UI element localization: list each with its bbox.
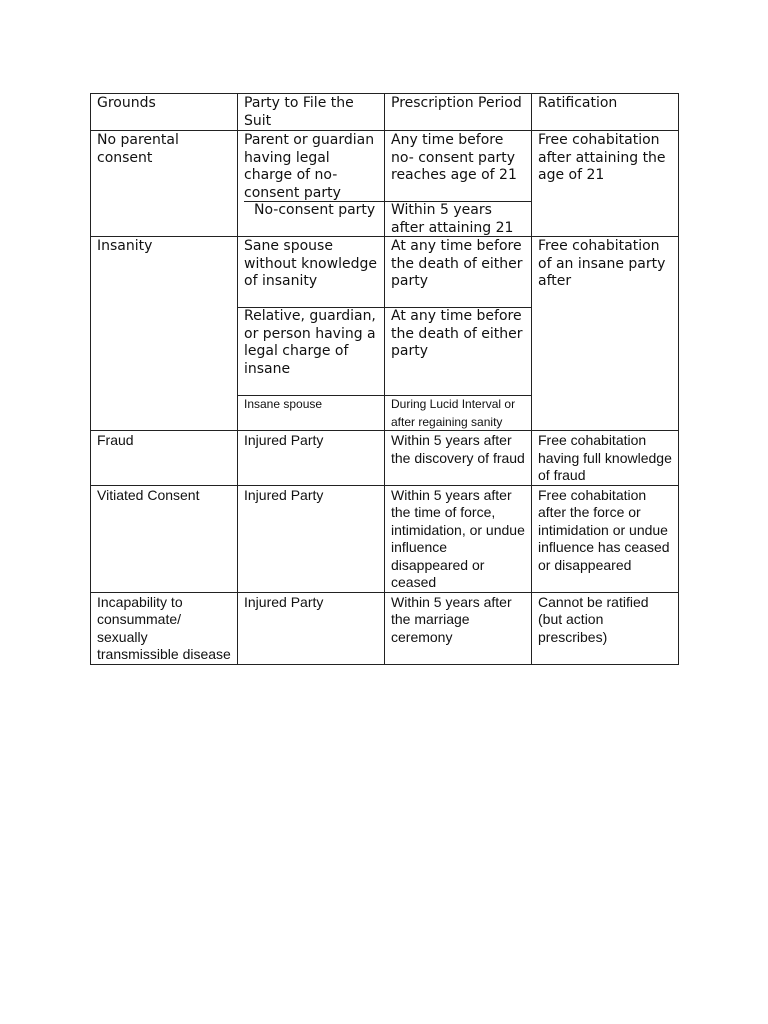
table-row <box>91 592 679 664</box>
period-cell <box>385 131 532 237</box>
party-cell <box>238 131 385 237</box>
period-cell: Within 5 years after the discovery of fraud <box>385 431 532 486</box>
ground-cell: Vitiated Consent <box>91 485 238 592</box>
party-sub-1: Sane spouse without knowledge of insanity <box>244 238 377 289</box>
party-sub-1: Parent or guardian having legal charge of no-consent party <box>244 132 375 201</box>
header-party: Party to File the Suit <box>238 94 385 131</box>
period-sub-2: Within 5 years after attaining 21 <box>385 201 531 236</box>
ratification-cell: Cannot be ratified (but action prescribes) <box>532 592 679 664</box>
ground-cell: Incapability to consummate/ sexually transmissible disease <box>91 592 238 664</box>
header-ratification: Ratification <box>532 94 679 131</box>
period-cell <box>385 237 532 431</box>
party-sub-2: No-consent party <box>244 201 384 236</box>
table-row <box>91 237 679 431</box>
annulment-grounds-table <box>90 93 679 665</box>
party-cell <box>238 237 385 431</box>
table-header-row <box>91 94 679 131</box>
period-sub-3: During Lucid Interval or after regaining sanity <box>385 395 531 430</box>
header-grounds: Grounds <box>91 94 238 131</box>
party-cell: Injured Party <box>238 485 385 592</box>
period-cell: Within 5 years after the time of force, intimidation, or undue influence disappeared or ceased <box>385 485 532 592</box>
ground-cell: Insanity <box>91 237 238 431</box>
ratification-cell: Free cohabitation after the force or intimidation or undue influence has ceased or disappeared <box>532 485 679 592</box>
ground-cell: No parental consent <box>91 131 238 237</box>
party-cell: Injured Party <box>238 592 385 664</box>
header-prescription: Prescription Period <box>385 94 532 131</box>
table-row <box>91 431 679 486</box>
table-row <box>91 485 679 592</box>
period-cell: Within 5 years after the marriage ceremony <box>385 592 532 664</box>
period-sub-1: At any time before the death of either party <box>391 238 523 289</box>
period-sub-2: At any time before the death of either party <box>385 307 531 395</box>
period-sub-1: Any time before no- consent party reaches age of 21 <box>391 132 517 183</box>
ground-cell: Fraud <box>91 431 238 486</box>
party-cell: Injured Party <box>238 431 385 486</box>
ratification-cell: Free cohabitation after attaining the age of 21 <box>532 131 679 237</box>
table-row <box>91 131 679 237</box>
party-sub-2: Relative, guardian, or person having a legal charge of insane <box>238 307 384 395</box>
party-sub-3: Insane spouse <box>238 395 384 430</box>
ratification-cell: Free cohabitation having full knowledge of fraud <box>532 431 679 486</box>
ratification-cell: Free cohabitation of an insane party after <box>532 237 679 431</box>
